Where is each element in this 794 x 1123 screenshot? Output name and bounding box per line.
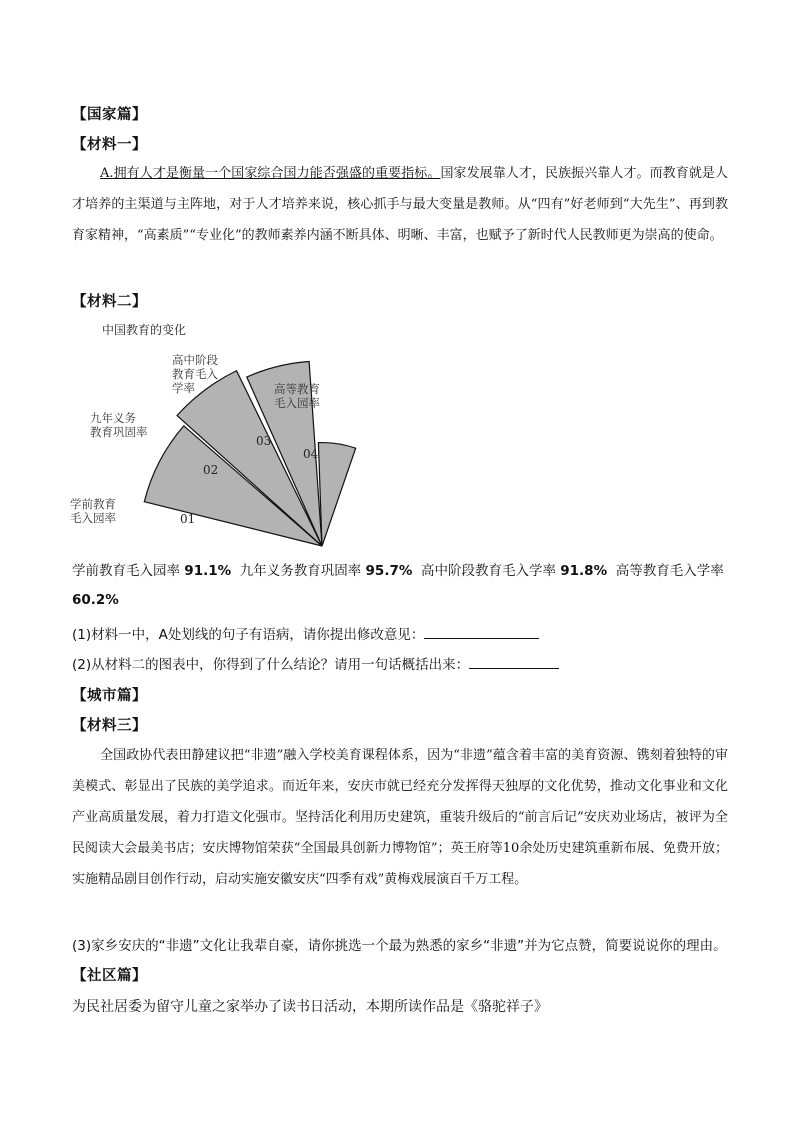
stat-label-4: 高等教育毛入学率: [615, 563, 724, 579]
fan-segment-4: [318, 443, 355, 546]
stat-label-2: 九年义务教育巩固率: [239, 563, 362, 579]
city-section-heading: 【城市篇】: [72, 688, 147, 704]
stat-label-3: 高中阶段教育毛入学率: [420, 563, 556, 579]
stat-value-4: 60.2%: [72, 592, 119, 608]
question-3: (3)家乡安庆的“非遗”文化让我辈自豪，请你挑选一个最为熟悉的家乡“非遗”并为它点赞，简要说说你的理由。: [72, 938, 727, 954]
material2-heading: 【材料二】: [72, 294, 147, 310]
segment-number-3: 03: [256, 434, 272, 448]
segment-label-1-line-2: 毛入园率: [70, 511, 116, 525]
stat-value-1: 91.1%: [184, 563, 232, 579]
segment-number-2: 02: [203, 463, 219, 477]
segment-label-3-line-3: 学率: [172, 381, 195, 395]
material3-paragraph: [72, 740, 728, 895]
segment-number-4: 04: [303, 447, 319, 461]
question-2: [72, 653, 559, 673]
stat-value-3: 91.8%: [560, 563, 608, 579]
material1-text: 国家发展靠人才，民族振兴靠人才。而教育就是人才培养的主渠道与主阵地，对于人才培养来说，核心抓手与最大变量是教师。从“四有”好老师到“大先生”、再到教育家精神，“高素质”“专业化”的教师素养内涵不断具体、明晰、丰富，也赋予了新时代人民教师更为崇高的使命。: [72, 166, 728, 243]
community-text: 为民社居委为留守儿童之家举办了读书日活动，本期所读作品是《骆驼祥子》: [72, 999, 548, 1015]
question-1-text: (1)材料一中，A处划线的句子有语病，请你提出修改意见：: [72, 627, 425, 643]
chart-title: 中国教育的变化: [102, 323, 187, 337]
segment-label-4-line-2: 毛入园率: [274, 396, 320, 410]
material3-text: 全国政协代表田静建议把“非遗”融入学校美育课程体系，因为“非遗”蕴含着丰富的美育资源、镌刻着独特的审美模式、彰显出了民族的美学追求。而近年来，安庆市就已经充分发挥得天独厚的文化优势，推动文化事业和文化产业高质量发展，着力打造文化强市。坚持活化利用历史建筑，重装升级后的“前言后记”安庆劝业场店，被评为全民阅读大会最美书店；安庆博物馆荣获“全国最具创新力博物馆”；英王府等10余处历史建筑重新布展、免费开放；实施精品剧目创作行动，启动实施安徽安庆“四季有戏”黄梅戏展演百千万工程。: [72, 748, 728, 887]
question-1: [72, 623, 539, 643]
segment-label-4-line-1: 高等教育: [274, 382, 320, 396]
material1-heading: 【材料一】: [72, 137, 147, 153]
segment-label-2-line-1: 九年义务: [90, 411, 136, 425]
underlined-sentence-a: A.拥有人才是衡量一个国家综合国力能否强盛的重要指标。: [100, 166, 441, 181]
stat-label-1: 学前教育毛入园率: [72, 563, 180, 579]
segment-label-3-line-1: 高中阶段: [172, 353, 218, 367]
community-section-heading: 【社区篇】: [72, 968, 147, 984]
answer-blank-1[interactable]: [424, 626, 539, 639]
segment-number-1: 01: [180, 512, 196, 526]
material1-paragraph: [72, 158, 728, 251]
segment-label-1-line-1: 学前教育: [70, 497, 116, 511]
material3-heading: 【材料三】: [72, 718, 147, 734]
national-section-heading: 【国家篇】: [72, 107, 147, 123]
segment-label-2-line-2: 教育巩固率: [90, 425, 148, 439]
education-fan-chart: [60, 318, 360, 550]
answer-blank-2[interactable]: [469, 656, 559, 669]
stat-value-2: 95.7%: [365, 563, 413, 579]
segment-label-3-line-2: 教育毛入: [172, 367, 218, 381]
stats-line: [72, 557, 732, 615]
question-2-text: (2)从材料二的图表中，你得到了什么结论？请用一句话概括出来：: [72, 657, 470, 673]
